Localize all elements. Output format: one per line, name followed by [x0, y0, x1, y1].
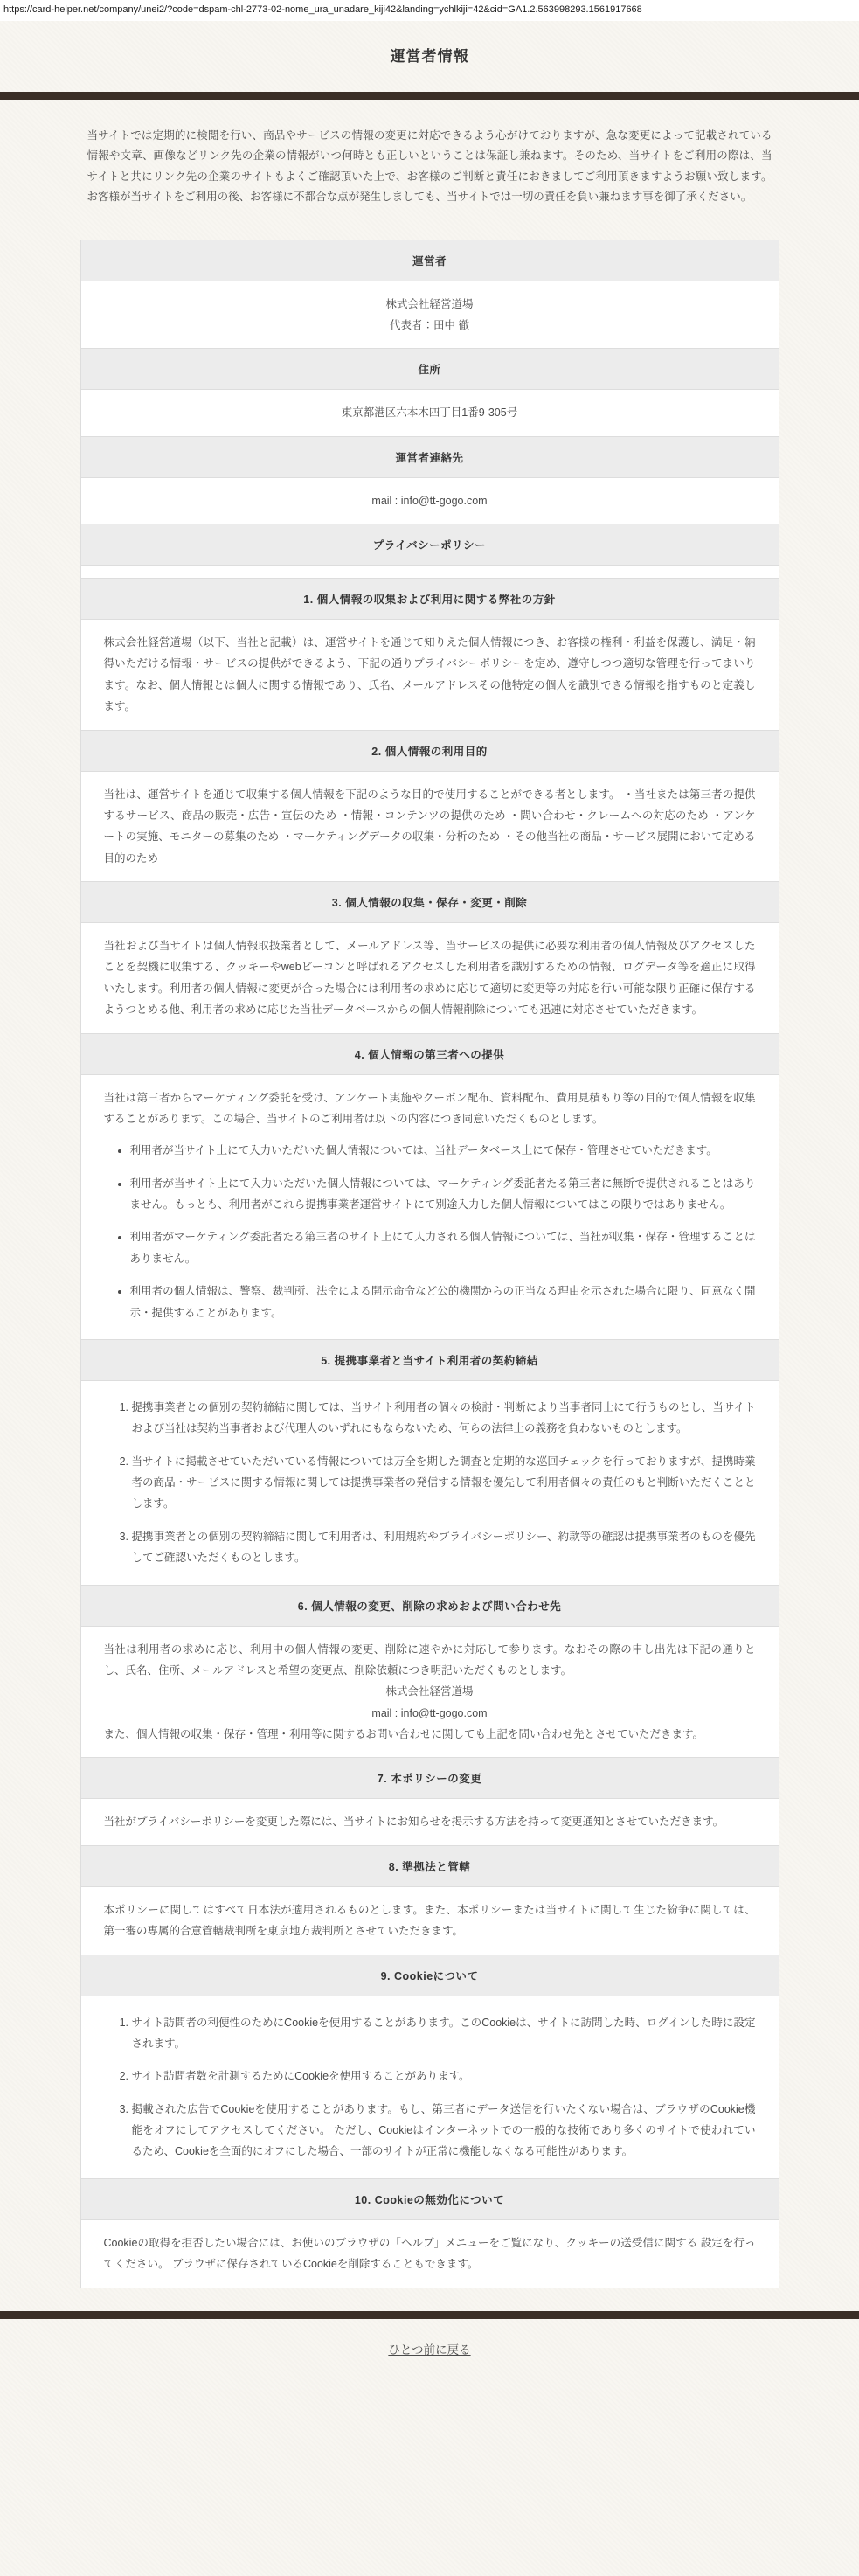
- page-title: 運営者情報: [390, 47, 469, 65]
- intro-paragraph: 当サイトでは定期的に検閲を行い、商品やサービスの情報の変更に対応できるよう心がけておりますが、急な変更によって記載されている情報や文章、画像などリンク先の企業の情報がいつ何時とも正しいということは保証し兼ねます。そのため、当サイトをご利用の際は、当サイトと共にリンク先の企業のサイトもよくご確認頂いた上で、お客様のご判断と責任におきましてご利用頂きますようお願い致します。お客様が当サイトをご利用の後、お客様に不都合な点が発生しましても、当サイトでは一切の責任を負い兼ねます事を御了承ください。: [87, 128, 772, 203]
- policy-section-1-body: 株式会社経営道場（以下、当社と記載）は、運営サイトを通じて知りえた個人情報につき、お客様の権利・利益を保護し、満足・納得いただける情報・サービスの提供ができるよう、下記の通りプライバシーポリシーを定め、遵守しつつ適切な管理を行ってまいります。なお、個人情報とは個人に関する情報であり、氏名、メールアドレスその他特定の個人を識別できる情報を指すものと定義します。: [80, 620, 779, 731]
- list-item: • 利用者の個人情報は、警察、裁判所、法令による開示命令など公的機関からの正当なる理由を示された場合に限り、同意なく開示・提供することがあります。: [130, 1281, 756, 1323]
- list-item: 1. サイト訪問者の利便性のためにCookieを使用することがあります。このCookieは、サイトに訪問した時、ログインした時に設定されます。: [132, 2012, 756, 2055]
- page-footer: [0, 2311, 859, 2388]
- policy-section-2-title: 2. 個人情報の利用目的: [80, 730, 779, 771]
- policy-section-9-body: [80, 1996, 779, 2178]
- operator-representative: 代表者：田中 徹: [390, 318, 469, 331]
- policy-section-4-body: [80, 1074, 779, 1339]
- policy-section-8-title: 8. 準拠法と管轄: [80, 1845, 779, 1886]
- operator-cell: [80, 281, 779, 349]
- list-item: • 利用者が当サイト上にて入力いただいた個人情報については、当社データベース上にて保存・管理させていただきます。: [130, 1140, 756, 1161]
- policy-section-6-intro: 当社は利用者の求めに応じ、利用中の個人情報の変更、削除に速やかに対応して参ります。なおその際の申し出先は下記の通りとし、氏名、住所、メールアドレスと希望の変更点、削除依頼につき明記いただくものとします。: [103, 1642, 756, 1677]
- table-header-contact: 運営者連絡先: [80, 436, 779, 477]
- policy-section-9-numbered-list: [104, 2012, 756, 2163]
- table-header-operator: 運営者: [80, 240, 779, 281]
- list-item: 3. 掲載された広告でCookieを使用することがあります。もし、第三者にデータ送信を行いたくない場合は、ブラウザのCookie機能をオフにしてアクセスしてください。 ただし、Cookieはインターネットでの一般的な技術であり多くのサイトで使われているため、Cookieを全面的にオフにした場合、一部のサイトが正常に機能しなくなる可能性があります。: [132, 2099, 756, 2163]
- policy-section-4-title: 4. 個人情報の第三者への提供: [80, 1033, 779, 1074]
- operator-info-table: [80, 240, 779, 2288]
- back-link[interactable]: ひとつ前に戻る: [388, 2343, 471, 2357]
- policy-section-4-bullet-list: [104, 1140, 756, 1323]
- top-divider-bar: [0, 92, 859, 100]
- policy-section-6-mail: mail : info@tt-gogo.com: [371, 1706, 488, 1719]
- policy-section-7-body: 当社がプライバシーポリシーを変更した際には、当サイトにお知らせを掲示する方法を持って変更通知とさせていただきます。: [80, 1799, 779, 1845]
- policy-section-10-body: Cookieの取得を拒否したい場合には、お使いのブラウザの「ヘルプ」メニューをご覧になり、クッキーの送受信に関する 設定を行ってください。 ブラウザに保存されているCookieを削除することもできます。: [80, 2219, 779, 2288]
- privacy-policy-spacer-cell: [80, 566, 779, 579]
- policy-section-9-title: 9. Cookieについて: [80, 1955, 779, 1996]
- list-item: 3. 提携事業者との個別の契約締結に関して利用者は、利用規約やプライバシーポリシー、約款等の確認は提携事業者のものを優先してご確認いただくものとします。: [132, 1526, 756, 1569]
- policy-section-8-body: 本ポリシーに関してはすべて日本法が適用されるものとします。また、本ポリシーまたは当サイトに関して生じた紛争に関しては、第一審の専属的合意管轄裁判所を東京地方裁判所とさせていただきます。: [80, 1886, 779, 1955]
- list-item: • 利用者がマーケティング委託者たる第三者のサイト上にて入力される個人情報については、当社が収集・保存・管理することはありません。: [130, 1226, 756, 1269]
- contact-cell: mail : info@tt-gogo.com: [80, 477, 779, 524]
- policy-section-5-numbered-list: [104, 1397, 756, 1569]
- bottom-divider-bar: [0, 2311, 859, 2319]
- policy-section-7-title: 7. 本ポリシーの変更: [80, 1758, 779, 1799]
- table-header-address: 住所: [80, 349, 779, 390]
- main-content: [80, 126, 779, 2288]
- table-header-privacy-policy: プライバシーポリシー: [80, 524, 779, 566]
- policy-section-3-body: 当社および当サイトは個人情報取扱業者として、メールアドレス等、当サービスの提供に必要な利用者の個人情報及びアクセスしたことを契機に収集する、クッキーやwebビーコンと呼ばれるアクセスした利用者を識別するための情報、ログデータ等を適正に取得いたします。利用者の個人情報に変更が合った場合には利用者の求めに応じて適切に変更等の対応を行い可能な限り正確に保存するようつとめる他、利用者の求めに応じた当社データベースからの個人情報削除についても迅速に対応させていただきます。: [80, 923, 779, 1034]
- policy-section-3-title: 3. 個人情報の収集・保存・変更・削除: [80, 882, 779, 923]
- policy-section-10-title: 10. Cookieの無効化について: [80, 2178, 779, 2219]
- policy-section-2-body: 当社は、運営サイトを通じて収集する個人情報を下記のような目的で使用することができる者とします。 ・当社または第三者の提供するサービス、商品の販売・広告・宣伝のため ・情報・コンテンツの提供のため ・問い合わせ・クレームへの対応のため ・アンケートの実施、モニターの募集のため ・マーケティングデータの収集・分析のため ・その他当社の商品・サービス展開において定める目的のため: [80, 771, 779, 882]
- policy-section-6-title: 6. 個人情報の変更、削除の求めおよび問い合わせ先: [80, 1585, 779, 1626]
- list-item: 2. 当サイトに掲載させていただいている情報については万全を期した調査と定期的な巡回チェックを行っておりますが、提携時業者の商品・サービスに関する情報に関しては提携事業者の発信する情報を優先して利用者個々の責任のもと判断いただくこととします。: [132, 1451, 756, 1515]
- address-cell: 東京都港区六本木四丁目1番9-305号: [80, 390, 779, 436]
- policy-section-5-title: 5. 提携事業者と当サイト利用者の契約締結: [80, 1339, 779, 1380]
- policy-section-4-intro: 当社は第三者からマーケティング委託を受け、アンケート実施やクーポン配布、資料配布、費用見積もり等の目的で個人情報を収集することがあります。この場合、当サイトのご利用者は以下の内容につき同意いただくものとします。: [103, 1091, 756, 1125]
- list-item: 2. サイト訪問者数を計測するためにCookieを使用することがあります。: [132, 2066, 756, 2086]
- policy-section-6-company: 株式会社経営道場: [385, 1685, 474, 1698]
- browser-url-text: https://card-helper.net/company/unei2/?code=dspam-chl-2773-02-nome_ura_unadare_kiji42&landing=ychlkiji=42&cid=GA1.2.563998293.1561917668: [0, 0, 859, 21]
- list-item: • 利用者が当サイト上にて入力いただいた個人情報については、マーケティング委託者たる第三者に無断で提供されることはありません。もっとも、利用者がこれら提携事業者運営サイトにて別途入力した個人情報についてはこの限りではありません。: [130, 1173, 756, 1216]
- operator-company: 株式会社経営道場: [385, 297, 474, 310]
- page-header: [0, 21, 859, 92]
- policy-section-6-note: また、個人情報の収集・保存・管理・利用等に関するお問い合わせに関しても上記を問い合わせ先とさせていただきます。: [103, 1728, 704, 1740]
- policy-section-1-title: 1. 個人情報の収集および利用に関する弊社の方針: [80, 579, 779, 620]
- list-item: 1. 提携事業者との個別の契約締結に関しては、当サイト利用者の個々の検討・判断により当事者同士にて行うものとし、当サイトおよび当社は契約当事者および代理人のいずれにもならないため、何らの法律上の義務を負わないものとします。: [132, 1397, 756, 1440]
- policy-section-5-body: [80, 1380, 779, 1585]
- policy-section-6-body: [80, 1626, 779, 1758]
